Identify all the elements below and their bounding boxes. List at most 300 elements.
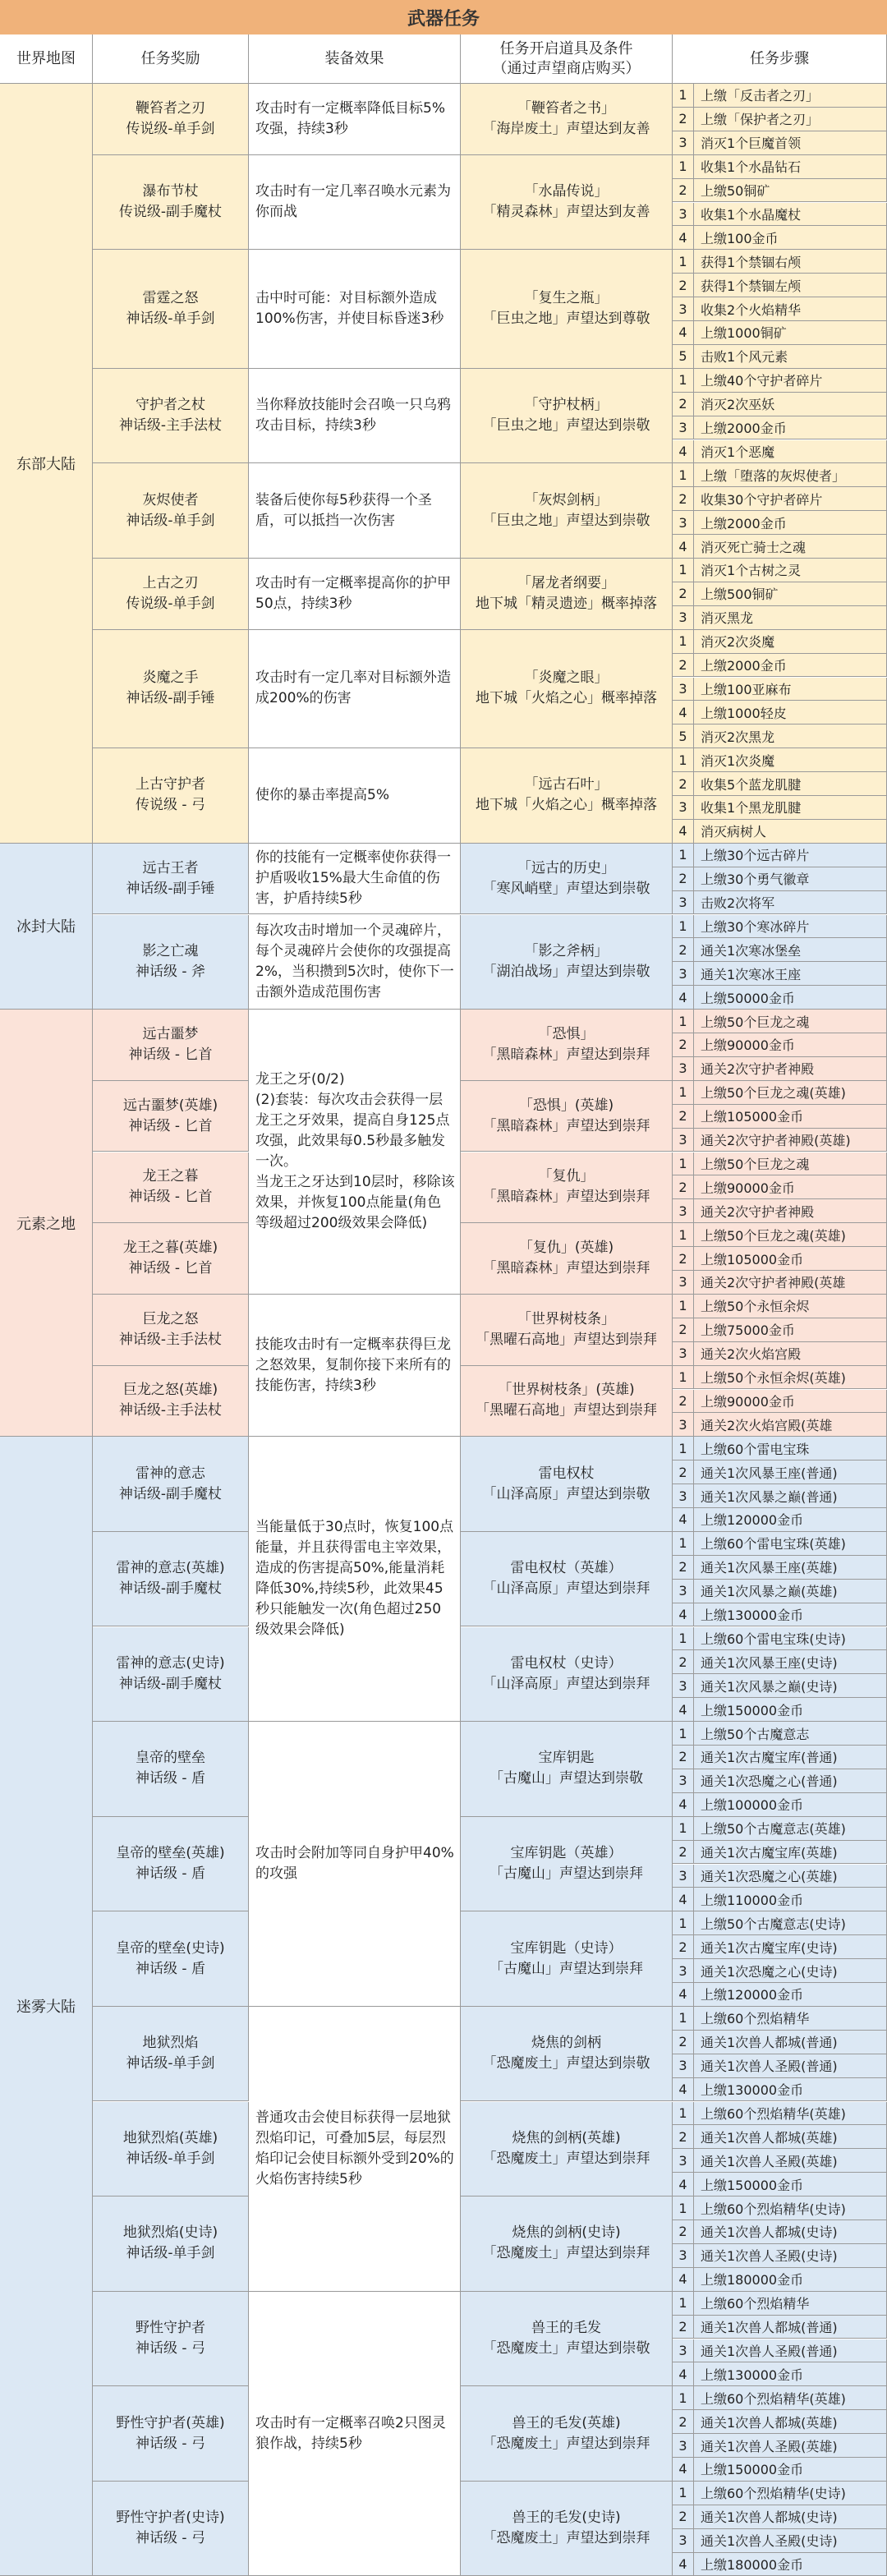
- unlock-cell-text: 「灰烬剑柄」 「巨虫之地」声望达到崇敬: [482, 491, 650, 529]
- step-row: [673, 226, 887, 250]
- step-number: 1: [673, 915, 694, 938]
- step-row: [673, 2458, 887, 2482]
- step-number: 4: [673, 1793, 694, 1816]
- unlock-cell: [461, 748, 673, 844]
- step-text: 通关1次兽人都城(普通): [701, 2320, 838, 2336]
- step-row: [673, 1199, 887, 1223]
- unlock-cell-text: 「鞭笞者之书」 「海岸废土」声望达到友善: [482, 99, 650, 137]
- step-row: [673, 1888, 887, 1911]
- effect-cell: [249, 748, 461, 844]
- step-row: [673, 962, 887, 986]
- unlock-cell-text: 「守护杖柄」 「巨虫之地」声望达到崇敬: [482, 397, 650, 435]
- step-row: [673, 1484, 887, 1508]
- step-text: 通关1次风暴之巅(普通): [701, 1488, 838, 1505]
- step-text: 上缴120000金币: [701, 1987, 804, 2003]
- unlock-cell: [461, 84, 673, 155]
- step-number: 4: [673, 321, 694, 344]
- step-number: 3: [673, 2434, 694, 2457]
- unlock-cell: [461, 1366, 673, 1438]
- region-cell-text: 迷雾大陆: [16, 1999, 76, 2017]
- step-row: [673, 559, 887, 582]
- step-row: [673, 2031, 887, 2054]
- unlock-cell-text: 「远古石叶」 地下城「火焰之心」概率掉落: [476, 776, 657, 814]
- step-number: 2: [673, 867, 694, 890]
- step-text: 上缴「反击者之刃」: [701, 88, 820, 104]
- step-row: [673, 748, 887, 772]
- unlock-cell: [461, 1223, 673, 1295]
- reward-cell: [93, 155, 249, 251]
- step-text: 通关1次兽人圣殿(英雄): [701, 2438, 838, 2454]
- step-row: [673, 1247, 887, 1271]
- reward-cell: [93, 1627, 249, 1723]
- step-row: [673, 1911, 887, 1935]
- step-text: 上缴105000金币: [701, 1109, 804, 1125]
- unlock-cell: [461, 155, 673, 251]
- step-text: 通关1次古魔宝库(史诗): [701, 1939, 838, 1956]
- step-row: [673, 1674, 887, 1698]
- step-number: 4: [673, 820, 694, 843]
- step-number: 3: [673, 2149, 694, 2172]
- step-text: 消灭2次巫妖: [701, 397, 775, 413]
- step-text: 上缴60个烈焰精华: [701, 2296, 810, 2312]
- step-text: 获得1个禁锢右颅: [701, 254, 802, 270]
- step-row: [673, 796, 887, 820]
- step-number: 3: [673, 203, 694, 226]
- step-row: [673, 1342, 887, 1366]
- region-cell: [0, 1010, 93, 1437]
- step-row: [673, 1081, 887, 1105]
- step-text: 通关1次寒冰堡垒: [701, 942, 802, 959]
- unlock-cell: [461, 2482, 673, 2576]
- step-text: 上缴150000金币: [701, 2462, 804, 2478]
- unlock-cell-text: 「恐惧」(英雄) 「黑暗森林」声望达到崇拜: [482, 1097, 650, 1134]
- reward-cell: [93, 463, 249, 559]
- step-text: 通关1次风暴王座(普通): [701, 1465, 838, 1481]
- step-row: [673, 606, 887, 630]
- step-number: 2: [673, 938, 694, 961]
- reward-cell-text: 龙王之暮(英雄) 神话级 - 匕首: [122, 1240, 218, 1277]
- reward-cell-text: 雷霆之怒 神话级-单手剑: [126, 290, 215, 328]
- unlock-cell-text: 「复生之瓶」 「巨虫之地」声望达到尊敬: [482, 290, 650, 328]
- step-text: 消灭1个古树之灵: [701, 563, 802, 579]
- header-world: 世界地图: [0, 34, 93, 84]
- step-number: 2: [673, 2220, 694, 2243]
- reward-cell-text: 巨龙之怒 神话级-主手法杖: [118, 1310, 223, 1348]
- step-row: [673, 891, 887, 915]
- reward-cell: [93, 1366, 249, 1438]
- effect-cell: [249, 844, 461, 915]
- step-row: [673, 2434, 887, 2458]
- step-text: 上缴30个远古碎片: [701, 848, 810, 864]
- set-effect-cell-text: 龙王之牙(0/2) (2)套装：每次攻击会获得一层龙王之牙效果，提高自身125点攻强，此效果每0.5秒最多触发一次。 当龙王之牙达到10层时，移除该效果，并恢复100点能量(角色等级超过200级效果会降低): [255, 1070, 455, 1231]
- step-number: 3: [673, 1484, 694, 1507]
- step-text: 上缴60个雷电宝珠(史诗): [701, 1631, 846, 1647]
- step-row: [673, 1390, 887, 1414]
- step-text: 收集1个水晶钻石: [701, 159, 802, 176]
- step-text: 上缴90000金币: [701, 1180, 795, 1196]
- step-number: 3: [673, 1129, 694, 1152]
- reward-cell: [93, 1437, 249, 1532]
- step-number: 1: [673, 1911, 694, 1934]
- step-text: 通关1次恐魔之心(史诗): [701, 1963, 838, 1980]
- step-number: 1: [673, 250, 694, 273]
- step-row: [673, 2007, 887, 2031]
- step-row: [673, 1413, 887, 1437]
- step-text: 上缴2000金币: [701, 421, 787, 437]
- step-row: [673, 2173, 887, 2196]
- step-number: 2: [673, 1460, 694, 1484]
- step-row: [673, 1175, 887, 1199]
- unlock-cell: [461, 1437, 673, 1532]
- step-number: 3: [673, 1413, 694, 1436]
- reward-cell: [93, 844, 249, 915]
- effect-cell-text: 攻击时会附加等同自身护甲40%的攻强: [255, 1844, 454, 1882]
- step-number: 1: [673, 630, 694, 653]
- step-text: 上缴50个古魔意志(史诗): [701, 1916, 846, 1932]
- reward-cell-text: 皇帝的壁垒(英雄) 神话级 - 盾: [116, 1844, 225, 1882]
- step-row: [673, 1532, 887, 1556]
- step-text: 上缴130000金币: [701, 1608, 804, 1624]
- step-text: 通关1次兽人圣殿(普通): [701, 2058, 838, 2075]
- unlock-cell: [461, 1722, 673, 1817]
- reward-cell: [93, 915, 249, 1010]
- step-row: [673, 2125, 887, 2149]
- unlock-cell-text: 「世界树枝条」 「黑曜石高地」声望达到崇拜: [476, 1310, 657, 1348]
- reward-cell-text: 远古噩梦(英雄) 神话级 - 匕首: [122, 1097, 218, 1134]
- step-number: 3: [673, 1865, 694, 1888]
- step-text: 上缴150000金币: [701, 1702, 804, 1718]
- reward-cell-text: 地狱烈焰 神话级-单手剑: [126, 2035, 215, 2072]
- step-row: [673, 1152, 887, 1176]
- step-text: 通关1次风暴之巅(英雄): [701, 1584, 838, 1600]
- region-cell-text: 东部大陆: [16, 455, 76, 473]
- reward-cell: [93, 369, 249, 464]
- unlock-cell: [461, 1010, 673, 1081]
- step-text: 通关1次兽人圣殿(普通): [701, 2343, 838, 2359]
- step-text: 通关1次兽人都城(史诗): [701, 2224, 838, 2241]
- step-text: 击败1个风元素: [701, 349, 788, 366]
- step-row: [673, 2482, 887, 2505]
- reward-cell-text: 龙王之暮 神话级 - 匕首: [128, 1168, 213, 1206]
- step-row: [673, 1508, 887, 1532]
- reward-cell-text: 野性守护者(英雄) 神话级 - 弓: [116, 2414, 225, 2452]
- unlock-cell-text: 宝库钥匙（史诗） 「古魔山」声望达到崇拜: [489, 1939, 643, 1977]
- step-row: [673, 1010, 887, 1033]
- unlock-cell-text: 「世界树枝条」(英雄) 「黑曜石高地」声望达到崇拜: [476, 1382, 657, 1419]
- step-number: 3: [673, 1674, 694, 1697]
- reward-cell-text: 远古王者 神话级-副手锤: [126, 859, 215, 897]
- step-row: [673, 701, 887, 724]
- step-row: [673, 1650, 887, 1674]
- step-number: 3: [673, 1271, 694, 1294]
- step-row: [673, 1057, 887, 1081]
- step-row: [673, 1865, 887, 1888]
- reward-cell-text: 影之亡魂 神话级 - 斧: [136, 942, 205, 980]
- reward-cell-text: 地狱烈焰(史诗) 神话级-单手剑: [122, 2224, 218, 2262]
- step-number: 2: [673, 274, 694, 297]
- unlock-cell: [461, 463, 673, 559]
- step-row: [673, 321, 887, 345]
- step-row: [673, 986, 887, 1010]
- unlock-cell: [461, 2386, 673, 2482]
- step-row: [673, 535, 887, 559]
- step-row: [673, 938, 887, 962]
- step-text: 上缴60个雷电宝珠: [701, 1441, 810, 1457]
- step-number: 4: [673, 701, 694, 724]
- reward-cell: [93, 250, 249, 369]
- step-text: 通关1次风暴王座(英雄): [701, 1560, 838, 1576]
- step-text: 上缴120000金币: [701, 1512, 804, 1529]
- step-number: 4: [673, 2553, 694, 2576]
- step-row: [673, 131, 887, 155]
- step-number: 4: [673, 1603, 694, 1626]
- effect-cell: [249, 369, 461, 464]
- step-text: 通关1次兽人都城(史诗): [701, 2509, 838, 2526]
- step-text: 上缴90000金币: [701, 1037, 795, 1054]
- unlock-cell: [461, 1911, 673, 2007]
- step-number: 2: [673, 1175, 694, 1198]
- step-number: 2: [673, 2505, 694, 2528]
- step-text: 上缴130000金币: [701, 2082, 804, 2099]
- step-row: [673, 1793, 887, 1817]
- effect-cell: [249, 915, 461, 1010]
- unlock-cell-text: 「复仇」 「黑暗森林」声望达到崇拜: [482, 1168, 650, 1206]
- step-number: 2: [673, 1105, 694, 1128]
- effect-cell: [249, 463, 461, 559]
- unlock-cell-text: 「影之斧柄」 「湖泊战场」声望达到崇敬: [482, 942, 650, 980]
- step-text: 上缴75000金币: [701, 1322, 795, 1339]
- step-row: [673, 2529, 887, 2553]
- step-text: 上缴1000轻皮: [701, 705, 787, 721]
- step-text: 上缴60个烈焰精华(英雄): [701, 2105, 846, 2122]
- step-text: 上缴105000金币: [701, 1251, 804, 1267]
- region-cell: [0, 84, 93, 844]
- effect-cell: [249, 1437, 461, 1722]
- step-text: 上缴30个勇气徽章: [701, 872, 810, 888]
- step-number: 1: [673, 1817, 694, 1840]
- unlock-cell: [461, 1081, 673, 1152]
- step-number: 4: [673, 440, 694, 463]
- step-text: 收集1个水晶魔杖: [701, 206, 802, 223]
- unlock-cell: [461, 1817, 673, 1912]
- reward-cell-text: 野性守护者(史诗) 神话级 - 弓: [116, 2509, 225, 2547]
- reward-cell: [93, 1532, 249, 1627]
- reward-cell: [93, 1081, 249, 1152]
- step-row: [673, 1460, 887, 1484]
- step-text: 上缴50个古魔意志(英雄): [701, 1821, 846, 1838]
- step-row: [673, 2410, 887, 2434]
- step-number: 2: [673, 2410, 694, 2433]
- step-row: [673, 2054, 887, 2078]
- step-number: 1: [673, 2102, 694, 2125]
- reward-cell: [93, 1722, 249, 1817]
- step-number: 4: [673, 535, 694, 558]
- step-row: [673, 820, 887, 844]
- unlock-cell: [461, 1532, 673, 1627]
- unlock-cell: [461, 2102, 673, 2197]
- step-text: 击败2次将军: [701, 895, 775, 912]
- step-row: [673, 1556, 887, 1580]
- unlock-cell-text: 「远古的历史」 「寒风峭壁」声望达到崇敬: [482, 859, 650, 897]
- effect-cell-text: 装备后使你每5秒获得一个圣盾，可以抵挡一次伤害: [255, 491, 432, 529]
- step-text: 收集1个黑龙肌腱: [701, 800, 802, 816]
- effect-cell: [249, 630, 461, 749]
- step-number: 1: [673, 2196, 694, 2220]
- step-text: 消灭1个恶魔: [701, 444, 775, 460]
- reward-cell-text: 远古噩梦 神话级 - 匕首: [128, 1025, 213, 1063]
- effect-cell-text: 攻击时有一定概率提高你的护甲50点，持续3秒: [255, 574, 451, 612]
- step-row: [673, 2316, 887, 2339]
- step-number: 4: [673, 2078, 694, 2101]
- effect-cell-text: 使你的暴击率提高5%: [255, 786, 389, 803]
- step-text: 消灭2次黑龙: [701, 729, 775, 745]
- step-number: 4: [673, 1983, 694, 2006]
- step-text: 通关1次风暴之巅(史诗): [701, 1678, 838, 1695]
- step-text: 通关2次守护者神殿(英雄): [701, 1133, 851, 1149]
- step-number: 2: [673, 1556, 694, 1579]
- reward-cell-text: 皇帝的壁垒(史诗) 神话级 - 盾: [116, 1939, 225, 1977]
- step-number: 3: [673, 131, 694, 154]
- step-number: 2: [673, 393, 694, 416]
- step-row: [673, 1366, 887, 1390]
- reward-cell-text: 鞭笞者之刃 传说级-单手剑: [126, 99, 215, 137]
- step-number: 1: [673, 844, 694, 867]
- step-row: [673, 2196, 887, 2220]
- step-text: 上缴「保护者之刃」: [701, 112, 820, 128]
- step-row: [673, 1746, 887, 1769]
- step-number: 3: [673, 1057, 694, 1080]
- step-number: 3: [673, 678, 694, 701]
- step-row: [673, 155, 887, 179]
- step-row: [673, 203, 887, 227]
- step-number: 2: [673, 108, 694, 131]
- unlock-cell: [461, 844, 673, 915]
- step-row: [673, 250, 887, 274]
- reward-cell: [93, 1152, 249, 1224]
- step-text: 上缴50个巨龙之魂: [701, 1156, 810, 1172]
- step-row: [673, 630, 887, 654]
- step-number: 1: [673, 155, 694, 178]
- step-text: 通关2次火焰宫殿: [701, 1346, 802, 1363]
- step-row: [673, 416, 887, 440]
- step-number: 3: [673, 962, 694, 985]
- region-cell-text: 元素之地: [16, 1215, 76, 1233]
- step-number: 2: [673, 1318, 694, 1341]
- reward-cell-text: 灰烬使者 神话级-单手剑: [126, 491, 215, 529]
- step-text: 收集30个守护者碎片: [701, 491, 823, 508]
- step-row: [673, 1295, 887, 1318]
- unlock-cell: [461, 1295, 673, 1366]
- step-row: [673, 1841, 887, 1865]
- effect-cell: [249, 84, 461, 155]
- step-text: 上缴180000金币: [701, 2272, 804, 2288]
- step-text: 消灭2次炎魔: [701, 634, 775, 651]
- step-number: 2: [673, 2125, 694, 2148]
- effect-cell-text: 技能攻击时有一定概率获得巨龙之怒效果，复制你接下来所有的技能伤害，持续3秒: [255, 1336, 451, 1394]
- step-row: [673, 84, 887, 108]
- step-row: [673, 2292, 887, 2316]
- step-text: 通关2次守护者神殿: [701, 1061, 815, 1078]
- step-number: 3: [673, 1769, 694, 1792]
- step-number: 2: [673, 1033, 694, 1056]
- step-row: [673, 2339, 887, 2363]
- step-text: 通关1次兽人都城(英雄): [701, 2414, 838, 2431]
- reward-cell: [93, 84, 249, 155]
- step-row: [673, 1935, 887, 1959]
- step-text: 上缴150000金币: [701, 2177, 804, 2193]
- unlock-cell-text: 兽王的毛发(英雄) 「恐魔废土」声望达到崇拜: [482, 2414, 650, 2452]
- step-text: 通关1次兽人都城(普通): [701, 2035, 838, 2051]
- step-row: [673, 2149, 887, 2173]
- step-text: 消灭1次炎魔: [701, 752, 775, 769]
- step-row: [673, 678, 887, 702]
- step-text: 通关1次古魔宝库(普通): [701, 1750, 838, 1766]
- step-number: 4: [673, 2362, 694, 2385]
- step-number: 1: [673, 2386, 694, 2409]
- effect-cell-text: 每次攻击时增加一个灵魂碎片，每个灵魂碎片会使你的攻强提高2%，当积攒到5次时，使你下一击额外造成范围伤害: [255, 922, 454, 1000]
- reward-cell: [93, 2196, 249, 2292]
- step-row: [673, 724, 887, 748]
- step-row: [673, 1318, 887, 1342]
- step-row: [673, 393, 887, 416]
- reward-cell-text: 瀑布节杖 传说级-副手魔杖: [118, 182, 223, 220]
- step-row: [673, 844, 887, 867]
- step-number: 3: [673, 1342, 694, 1365]
- step-number: 3: [673, 2529, 694, 2552]
- reward-cell: [93, 2292, 249, 2387]
- reward-cell-text: 上古守护者 传说级 - 弓: [136, 776, 205, 814]
- step-number: 2: [673, 582, 694, 605]
- step-text: 通关1次寒冰王座: [701, 966, 802, 982]
- step-number: 3: [673, 891, 694, 914]
- effect-cell: [249, 2292, 461, 2576]
- reward-cell: [93, 630, 249, 749]
- step-number: 3: [673, 2244, 694, 2267]
- step-text: 通关1次恐魔之心(英雄): [701, 1868, 838, 1884]
- step-number: 2: [673, 179, 694, 202]
- step-text: 通关1次兽人圣殿(史诗): [701, 2533, 838, 2550]
- step-text: 通关1次风暴王座(史诗): [701, 1654, 838, 1671]
- step-text: 上缴60个雷电宝珠(英雄): [701, 1536, 846, 1552]
- unlock-cell: [461, 1627, 673, 1723]
- step-number: 5: [673, 345, 694, 368]
- effect-cell-text: 击中时可能：对目标额外造成100%伤害，并使目标昏迷3秒: [255, 290, 444, 328]
- effect-cell: [249, 2007, 461, 2292]
- set-effect-cell: [249, 1010, 461, 1295]
- unlock-cell-text: 烧焦的剑柄(英雄) 「恐魔废土」声望达到崇拜: [482, 2129, 650, 2167]
- step-number: 1: [673, 1366, 694, 1389]
- step-text: 上缴100金币: [701, 230, 779, 246]
- step-text: 上缴60个烈焰精华(史诗): [701, 2486, 846, 2502]
- step-text: 上缴40个守护者碎片: [701, 373, 823, 389]
- step-text: 消灭1个巨魔首领: [701, 136, 802, 152]
- step-row: [673, 2362, 887, 2386]
- effect-cell-text: 攻击时有一定几率对目标额外造成200%的伤害: [255, 669, 451, 707]
- unlock-cell: [461, 2292, 673, 2387]
- step-number: 1: [673, 2482, 694, 2505]
- step-number: 2: [673, 1746, 694, 1769]
- reward-cell: [93, 1295, 249, 1366]
- step-row: [673, 2268, 887, 2292]
- step-text: 消灭死亡骑士之魂: [701, 539, 807, 555]
- step-number: 3: [673, 606, 694, 629]
- step-text: 上缴50个巨龙之魂(英雄): [701, 1227, 846, 1244]
- step-row: [673, 1722, 887, 1746]
- effect-cell-text: 攻击时有一定概率召唤2只图灵狼作战，持续5秒: [255, 2414, 446, 2452]
- reward-cell: [93, 1911, 249, 2007]
- step-number: 1: [673, 559, 694, 582]
- step-text: 收集2个火焰精华: [701, 301, 802, 318]
